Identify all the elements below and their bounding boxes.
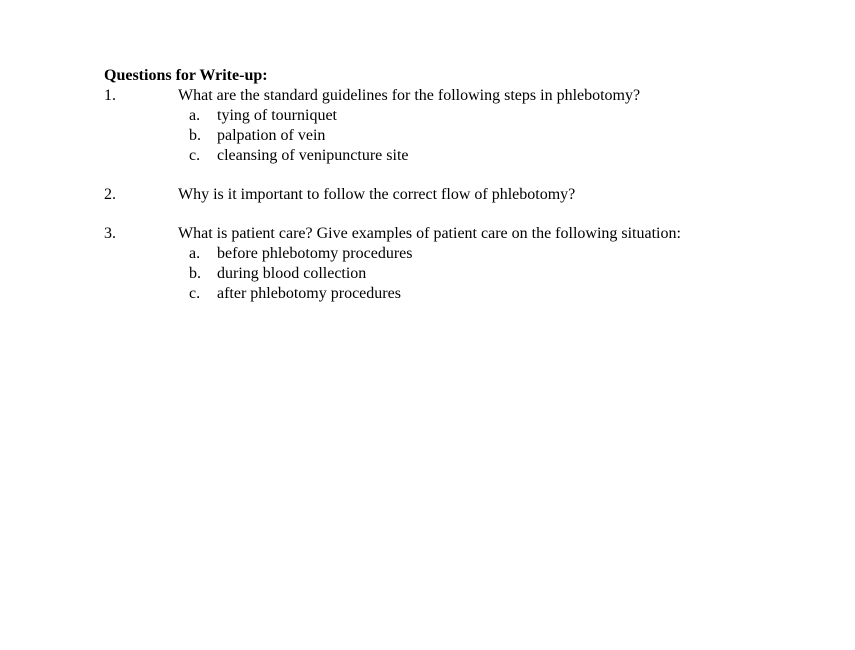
sub-item-letter: b. xyxy=(189,127,201,144)
sub-item-text: before phlebotomy procedures xyxy=(217,245,413,262)
sub-item-letter: a. xyxy=(189,107,201,124)
sub-item-letter: b. xyxy=(189,265,201,282)
sub-item xyxy=(104,284,804,304)
question-text: What are the standard guidelines for the following steps in phlebotomy? xyxy=(178,87,641,104)
sub-item-text: after phlebotomy procedures xyxy=(217,285,401,302)
sub-item xyxy=(104,126,804,146)
question-text: Why is it important to follow the correct flow of phlebotomy? xyxy=(178,186,576,203)
sub-item xyxy=(104,244,804,264)
sub-item-text: tying of tourniquet xyxy=(217,107,337,124)
sub-item-text: cleansing of venipuncture site xyxy=(217,147,409,164)
question-number: 3. xyxy=(104,225,116,242)
document-body xyxy=(104,66,804,304)
sub-item-letter: a. xyxy=(189,245,201,262)
question-item xyxy=(104,86,804,106)
question-item xyxy=(104,224,804,244)
question-number: 1. xyxy=(104,87,116,104)
question-text: What is patient care? Give examples of patient care on the following situation: xyxy=(178,225,681,242)
sub-item xyxy=(104,264,804,284)
section-heading: Questions for Write-up: xyxy=(104,67,268,84)
spacer xyxy=(104,166,804,185)
question-item xyxy=(104,185,804,205)
sub-item-letter: c. xyxy=(189,285,201,302)
sub-item-letter: c. xyxy=(189,147,201,164)
sub-item xyxy=(104,146,804,166)
spacer xyxy=(104,205,804,224)
sub-item-text: palpation of vein xyxy=(217,127,326,144)
question-number: 2. xyxy=(104,186,116,203)
sub-item-text: during blood collection xyxy=(217,265,367,282)
sub-item xyxy=(104,106,804,126)
